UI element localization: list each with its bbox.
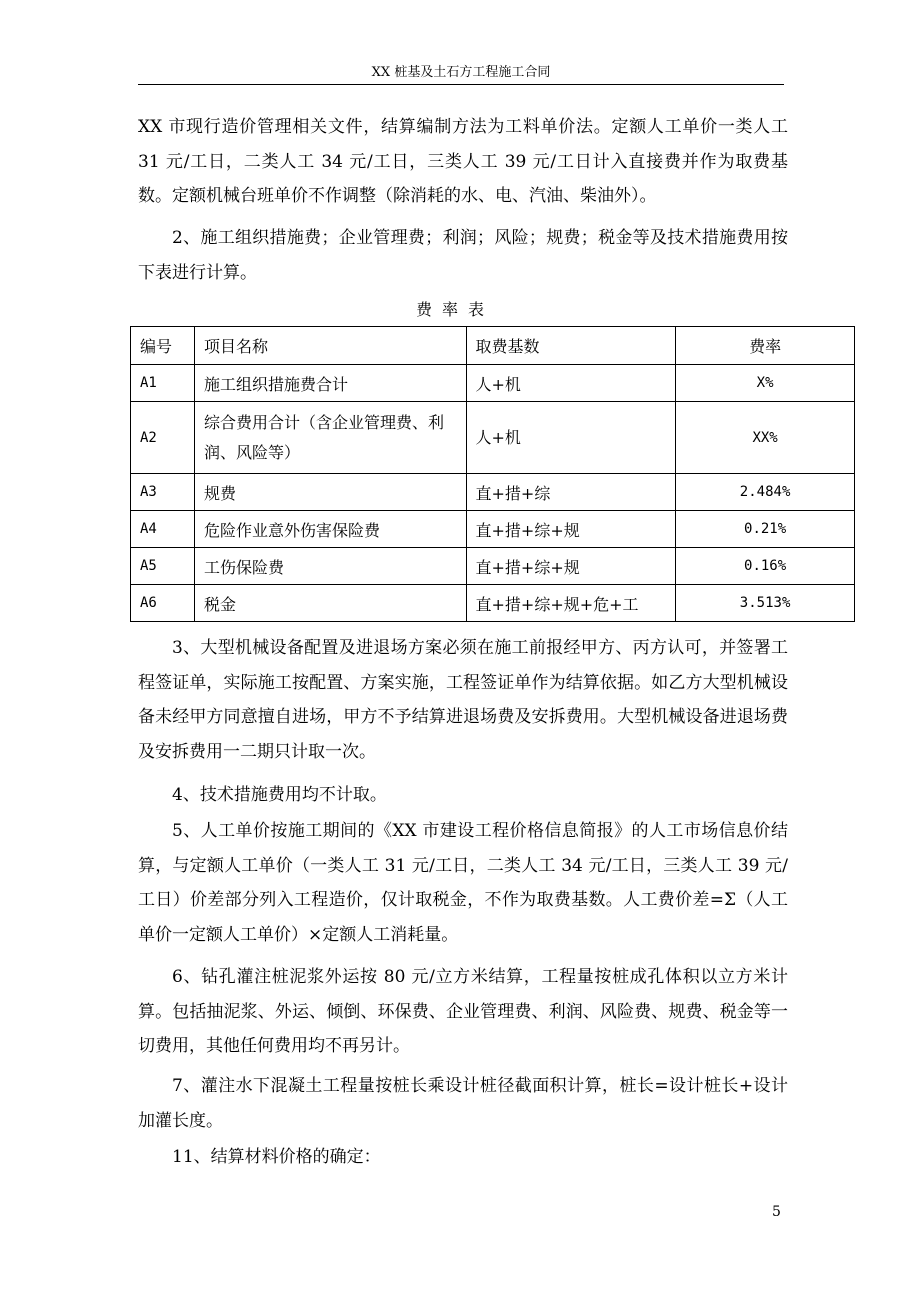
cell-rate: X% bbox=[676, 365, 855, 402]
paragraph-7-concrete: 7、灌注水下混凝土工程量按桩长乘设计桩径截面积计算，桩长=设计桩长+设计加灌长度。 bbox=[138, 1076, 788, 1131]
cell-code: A4 bbox=[131, 511, 195, 548]
header-rate: 费率 bbox=[676, 327, 855, 365]
header-divider bbox=[138, 84, 784, 85]
cell-name: 危险作业意外伤害保险费 bbox=[194, 511, 466, 548]
header-item-name: 项目名称 bbox=[194, 327, 466, 365]
paragraph-5-labor-price: 5、人工单价按施工期间的《XX 市建设工程价格信息简报》的人工市场信息价结算，与定额人工单价（一类人工 31 元/工日，二类人工 34 元/工日，三类人工 39 元/工日）价差部分列入工程造价，仅计取税金，不作为取费基数。人工费价差=Σ（人工单价一定额人工单价）×定额人工消耗量。 bbox=[138, 821, 788, 945]
cell-base: 直+措+综 bbox=[466, 474, 676, 511]
fee-rate-table bbox=[130, 326, 855, 622]
cell-code: A6 bbox=[131, 585, 195, 622]
table-row bbox=[131, 548, 855, 585]
cell-base: 直+措+综+规 bbox=[466, 548, 676, 585]
cell-name: 综合费用合计（含企业管理费、利润、风险等） bbox=[194, 402, 466, 474]
paragraph-2-fees: 2、施工组织措施费；企业管理费；利润；风险；规费；税金等及技术措施费用按下表进行计算。 bbox=[138, 228, 788, 283]
header-base: 取费基数 bbox=[466, 327, 676, 365]
table-row bbox=[131, 585, 855, 622]
table-row bbox=[131, 474, 855, 511]
cell-name: 税金 bbox=[194, 585, 466, 622]
table-title: 费率表 bbox=[415, 300, 494, 319]
cell-base: 人+机 bbox=[466, 365, 676, 402]
cell-base: 人+机 bbox=[466, 402, 676, 474]
table-row bbox=[131, 365, 855, 402]
page-number: 5 bbox=[772, 1204, 781, 1220]
cell-rate: XX% bbox=[676, 402, 855, 474]
cell-rate: 2.484% bbox=[676, 474, 855, 511]
cell-name: 工伤保险费 bbox=[194, 548, 466, 585]
paragraph-4-technical-measures: 4、技术措施费用均不计取。 bbox=[172, 785, 387, 805]
cell-code: A1 bbox=[131, 365, 195, 402]
cell-name: 规费 bbox=[194, 474, 466, 511]
table-row bbox=[131, 402, 855, 474]
cell-base: 直+措+综+规+危+工 bbox=[466, 585, 676, 622]
paragraph-11-materials: 11、结算材料价格的确定： bbox=[172, 1147, 381, 1167]
cell-name: 施工组织措施费合计 bbox=[194, 365, 466, 402]
cell-base: 直+措+综+规 bbox=[466, 511, 676, 548]
paragraph-pricing-method: XX 市现行造价管理相关文件，结算编制方法为工料单价法。定额人工单价一类人工 31 元/工日，二类人工 34 元/工日，三类人工 39 元/工日计入直接费并作为取费基数。定额机械台班单价不作调整（除消耗的水、电、汽油、柴油外）。 bbox=[138, 117, 788, 206]
table-header-row bbox=[131, 327, 855, 365]
header-code: 编号 bbox=[131, 327, 195, 365]
table-row bbox=[131, 511, 855, 548]
cell-rate: 0.16% bbox=[676, 548, 855, 585]
cell-code: A5 bbox=[131, 548, 195, 585]
cell-rate: 3.513% bbox=[676, 585, 855, 622]
paragraph-3-machinery: 3、大型机械设备配置及进退场方案必须在施工前报经甲方、丙方认可，并签署工程签证单，实际施工按配置、方案实施，工程签证单作为结算依据。如乙方大型机械设备未经甲方同意擅自进场，甲方不予结算进退场费及安拆费用。大型机械设备进退场费及安拆费用一二期只计取一次。 bbox=[138, 638, 788, 762]
cell-code: A3 bbox=[131, 474, 195, 511]
paragraph-6-mud-transport: 6、钻孔灌注桩泥浆外运按 80 元/立方米结算，工程量按桩成孔体积以立方米计算。包括抽泥浆、外运、倾倒、环保费、企业管理费、利润、风险费、规费、税金等一切费用，其他任何费用均不再另计。 bbox=[138, 967, 788, 1056]
document-header: XX 桩基及土石方工程施工合同 bbox=[371, 65, 551, 80]
cell-code: A2 bbox=[131, 402, 195, 474]
cell-rate: 0.21% bbox=[676, 511, 855, 548]
